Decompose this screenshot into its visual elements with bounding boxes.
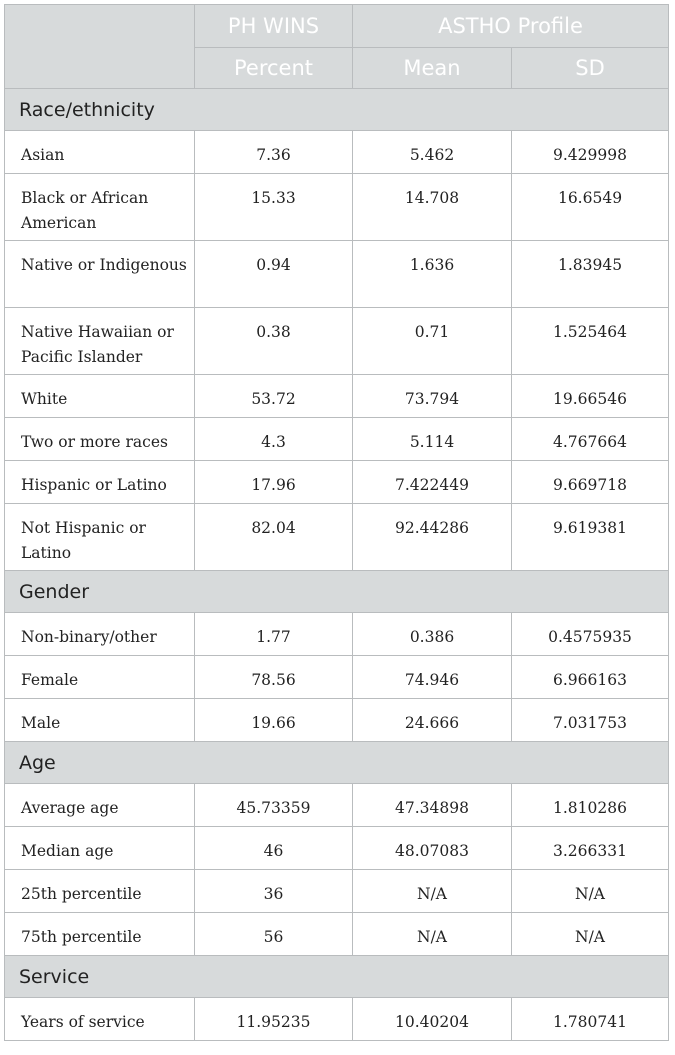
mean-cell: 0.386: [353, 613, 512, 656]
row-label: 25th percentile: [5, 870, 195, 913]
row-label: Median age: [5, 827, 195, 870]
sd-cell: 9.429998: [512, 131, 669, 174]
percent-cell: 56: [195, 913, 353, 956]
row-label: Native Hawaiian or Pacific Islander: [5, 308, 195, 375]
percent-cell: 19.66: [195, 699, 353, 742]
sd-cell: 19.66546: [512, 375, 669, 418]
sd-cell: 9.669718: [512, 461, 669, 504]
table-row: [5, 241, 669, 308]
header-percent: Percent: [195, 48, 353, 89]
header-astho-profile: ASTHO Profile: [353, 5, 669, 48]
sd-cell: 3.266331: [512, 827, 669, 870]
mean-cell: 0.71: [353, 308, 512, 375]
table-row: [5, 418, 669, 461]
sd-cell: 0.4575935: [512, 613, 669, 656]
demographics-table: [4, 4, 669, 1041]
table-row: [5, 308, 669, 375]
mean-cell: 14.708: [353, 174, 512, 241]
table-row: [5, 913, 669, 956]
table-row: [5, 174, 669, 241]
mean-cell: 48.07083: [353, 827, 512, 870]
row-label: Two or more races: [5, 418, 195, 461]
percent-cell: 15.33: [195, 174, 353, 241]
percent-cell: 4.3: [195, 418, 353, 461]
table-row: [5, 870, 669, 913]
row-label: Non-binary/other: [5, 613, 195, 656]
row-label: Not Hispanic or Latino: [5, 504, 195, 571]
header-ph-wins: PH WINS: [195, 5, 353, 48]
percent-cell: 36: [195, 870, 353, 913]
percent-cell: 1.77: [195, 613, 353, 656]
header-mean: Mean: [353, 48, 512, 89]
header-corner-cell: [5, 5, 195, 89]
percent-cell: 46: [195, 827, 353, 870]
section-age: Age: [5, 742, 669, 784]
table-row: [5, 656, 669, 699]
sd-cell: 16.6549: [512, 174, 669, 241]
row-label: Years of service: [5, 998, 195, 1041]
table-row: [5, 375, 669, 418]
header-sd: SD: [512, 48, 669, 89]
section-gender: Gender: [5, 571, 669, 613]
row-label: Male: [5, 699, 195, 742]
mean-cell: 1.636: [353, 241, 512, 308]
row-label: Asian: [5, 131, 195, 174]
sd-cell: 6.966163: [512, 656, 669, 699]
sd-cell: N/A: [512, 870, 669, 913]
percent-cell: 82.04: [195, 504, 353, 571]
sd-cell: 7.031753: [512, 699, 669, 742]
table-row: [5, 504, 669, 571]
mean-cell: 10.40204: [353, 998, 512, 1041]
mean-cell: 47.34898: [353, 784, 512, 827]
percent-cell: 11.95235: [195, 998, 353, 1041]
mean-cell: N/A: [353, 870, 512, 913]
table-row: [5, 784, 669, 827]
mean-cell: 74.946: [353, 656, 512, 699]
mean-cell: 5.462: [353, 131, 512, 174]
mean-cell: N/A: [353, 913, 512, 956]
sd-cell: 1.83945: [512, 241, 669, 308]
mean-cell: 24.666: [353, 699, 512, 742]
table-row: [5, 827, 669, 870]
table-row: [5, 699, 669, 742]
sd-cell: 9.619381: [512, 504, 669, 571]
row-label: Average age: [5, 784, 195, 827]
sd-cell: 1.810286: [512, 784, 669, 827]
row-label: White: [5, 375, 195, 418]
sd-cell: N/A: [512, 913, 669, 956]
table-row: [5, 998, 669, 1041]
mean-cell: 5.114: [353, 418, 512, 461]
table-row: [5, 461, 669, 504]
percent-cell: 0.38: [195, 308, 353, 375]
row-label: Black or African American: [5, 174, 195, 241]
row-label: 75th percentile: [5, 913, 195, 956]
table-row: [5, 131, 669, 174]
percent-cell: 17.96: [195, 461, 353, 504]
percent-cell: 78.56: [195, 656, 353, 699]
percent-cell: 0.94: [195, 241, 353, 308]
percent-cell: 45.73359: [195, 784, 353, 827]
sd-cell: 4.767664: [512, 418, 669, 461]
sd-cell: 1.780741: [512, 998, 669, 1041]
percent-cell: 53.72: [195, 375, 353, 418]
percent-cell: 7.36: [195, 131, 353, 174]
row-label: Hispanic or Latino: [5, 461, 195, 504]
table-row: [5, 613, 669, 656]
mean-cell: 92.44286: [353, 504, 512, 571]
section-race-ethnicity: Race/ethnicity: [5, 89, 669, 131]
sd-cell: 1.525464: [512, 308, 669, 375]
section-service: Service: [5, 956, 669, 998]
row-label: Native or Indigenous: [5, 241, 195, 308]
mean-cell: 73.794: [353, 375, 512, 418]
mean-cell: 7.422449: [353, 461, 512, 504]
row-label: Female: [5, 656, 195, 699]
